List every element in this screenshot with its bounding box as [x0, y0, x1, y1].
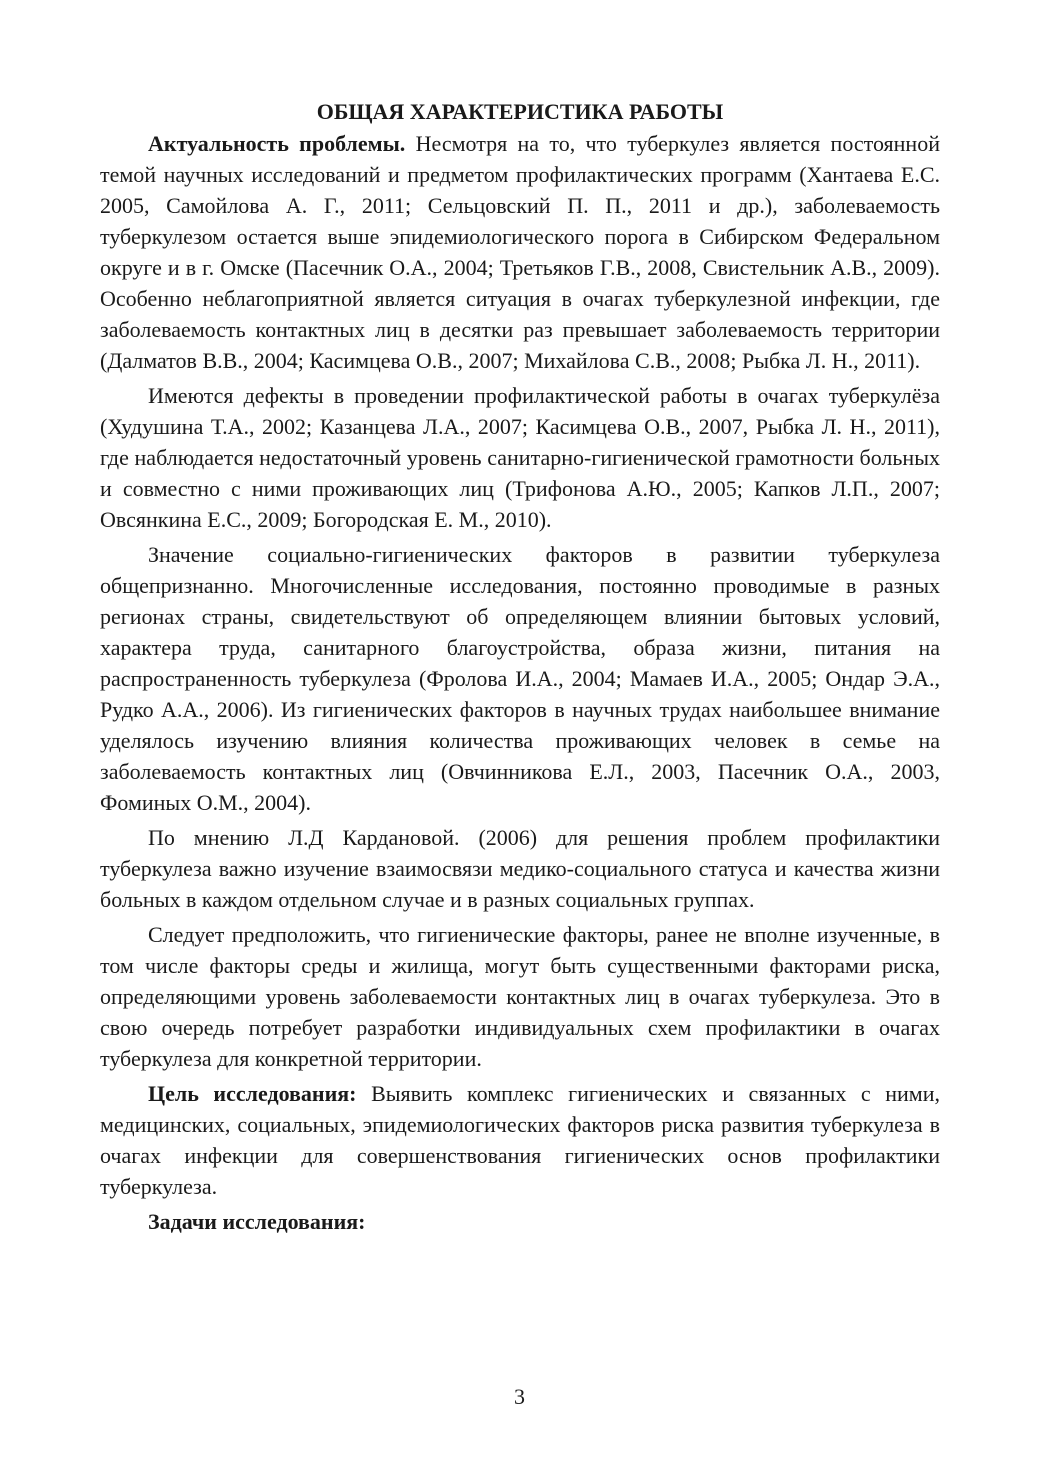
paragraph-text: Значение социально-гигиенических факторов в развитии туберкулеза общепризнанно. Многочисленные исследования, постоянно проводимые в разных регионах страны, свидетельствуют об определяющем влиянии бытовых условий, характера труда, санитарного благоустройства, образа жизни, питания на распространенность туберкулеза (Фролова И.А., 2004; Мамаев И.А., 2005; Ондар Э.А., Рудко А.А., 2006). Из гигиенических факторов в научных трудах наибольшее внимание уделялось изучению влияния количества проживающих человек в семье на заболеваемость контактных лиц (Овчинникова Е.Л., 2003, Пасечник О.А., 2003, Фоминых О.М., 2004).: [100, 542, 940, 815]
document-page: [100, 96, 940, 1237]
paragraph-kardanova: [100, 822, 940, 915]
paragraph-hypothesis: [100, 919, 940, 1074]
page-number: 3: [514, 1384, 525, 1409]
paragraph-goal: [100, 1078, 940, 1202]
paragraph-text: Выявить комплекс гигиенических и связанных с ними, медицинских, социальных, эпидемиологических факторов риска развития туберкулеза в очагах инфекции для совершенствования гигиенических основ профилактики туберкулеза.: [100, 1081, 940, 1199]
document-title: ОБЩАЯ ХАРАКТЕРИСТИКА РАБОТЫ: [316, 99, 724, 124]
paragraph-lead: Актуальность проблемы.: [148, 131, 406, 156]
paragraph-text: Имеются дефекты в проведении профилактической работы в очагах туберкулёза (Худушина Т.А., 2002; Казанцева Л.А., 2007; Касимцева О.В., 2007, Рыбка Л. Н., 2011), где наблюдается недостаточный уровень санитарно-гигиенической грамотности больных и совместно с ними проживающих лиц (Трифонова А.Ю., 2005; Капков Л.П., 2007; Овсянкина Е.С., 2009; Богородская Е. М., 2010).: [100, 383, 940, 532]
paragraph-defects: [100, 380, 940, 535]
tasks-heading: Задачи исследования:: [148, 1209, 366, 1234]
paragraph-relevance: [100, 128, 940, 376]
paragraph-lead: Цель исследования:: [148, 1081, 357, 1106]
paragraph-social-factors: [100, 539, 940, 818]
paragraph-text: Несмотря на то, что туберкулез является постоянной темой научных исследований и предметом профилактических программ (Хантаева Е.С. 2005, Самойлова А. Г., 2011; Сельцовский П. П., 2011 и др.), заболеваемость туберкулезом остается выше эпидемиологического порога в Сибирском Федеральном округе и в г. Омске (Пасечник О.А., 2004; Третьяков Г.В., 2008, Свистельник А.В., 2009). Особенно неблагоприятной является ситуация в очагах туберкулезной инфекции, где заболеваемость контактных лиц в десятки раз превышает заболеваемость территории (Далматов В.В., 2004; Касимцева О.В., 2007; Михайлова С.В., 2008; Рыбка Л. Н., 2011).: [100, 131, 940, 373]
paragraph-text: Следует предположить, что гигиенические факторы, ранее не вполне изученные, в том числе факторы среды и жилища, могут быть существенными факторами риска, определяющими уровень заболеваемости контактных лиц в очагах туберкулеза. Это в свою очередь потребует разработки индивидуальных схем профилактики в очагах туберкулеза для конкретной территории.: [100, 922, 940, 1071]
paragraph-text: По мнению Л.Д Кардановой. (2006) для решения проблем профилактики туберкулеза важно изучение взаимосвязи медико-социального статуса и качества жизни больных в каждом отдельном случае и в разных социальных группах.: [100, 825, 940, 912]
